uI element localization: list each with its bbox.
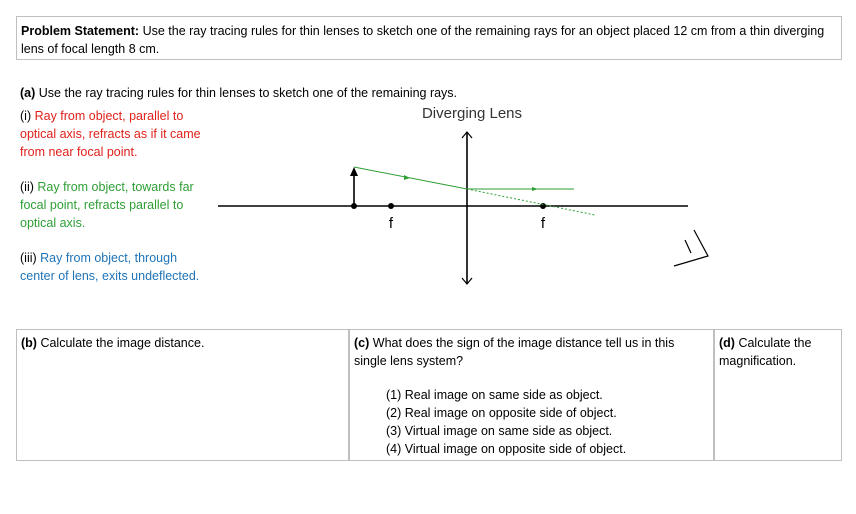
rule-1 bbox=[20, 107, 210, 161]
part-c-text: What does the sign of the image distance tell us in this single lens system? bbox=[354, 336, 675, 368]
rule-3-prefix: (iii) bbox=[20, 251, 37, 265]
option-1: (1) Real image on same side as object. bbox=[386, 388, 603, 402]
focal-label-right: f bbox=[540, 215, 546, 232]
option-2: (2) Real image on opposite side of object. bbox=[386, 406, 617, 420]
problem-text: Use the ray tracing rules for thin lenses to sketch one of the remaining rays for an object placed 12 cm from a thin diverging lens of focal length 8 cm. bbox=[21, 24, 825, 56]
rule-3 bbox=[20, 249, 210, 285]
ray-toward-far-focus bbox=[354, 167, 467, 189]
part-b-text: Calculate the image distance. bbox=[40, 336, 205, 350]
focal-point-right bbox=[540, 203, 546, 209]
option-3: (3) Virtual image on same side as object. bbox=[386, 424, 613, 438]
part-d-cell bbox=[714, 329, 842, 461]
option-4: (4) Virtual image on opposite side of object. bbox=[386, 442, 627, 456]
part-d-text: Calculate the magnification. bbox=[719, 336, 812, 368]
part-d-label: (d) bbox=[719, 336, 735, 350]
focal-point-left bbox=[388, 203, 394, 209]
diagram-title: Diverging Lens bbox=[421, 105, 523, 122]
part-a-label: (a) bbox=[20, 86, 36, 100]
part-c-cell bbox=[349, 329, 714, 461]
eye-icon bbox=[674, 230, 708, 266]
object-base-point bbox=[351, 203, 357, 209]
ray-diagram bbox=[210, 100, 730, 300]
eye-pupil-icon bbox=[685, 240, 691, 253]
rule-2 bbox=[20, 178, 210, 232]
problem-statement bbox=[16, 16, 842, 60]
focal-label-left: f bbox=[388, 215, 394, 232]
part-b-label: (b) bbox=[21, 336, 37, 350]
problem-label: Problem Statement: bbox=[21, 24, 140, 38]
part-a-text: Use the ray tracing rules for thin lenses to sketch one of the remaining rays. bbox=[38, 86, 458, 100]
rule-1-prefix: (i) bbox=[20, 109, 32, 123]
answer-options bbox=[386, 386, 709, 458]
part-b-cell bbox=[16, 329, 349, 461]
ray-extension-dashed bbox=[467, 189, 595, 215]
rule-2-prefix: (ii) bbox=[20, 180, 34, 194]
ray-direction-arrow-2 bbox=[532, 187, 538, 191]
object-arrowhead bbox=[350, 167, 358, 176]
rule-3-text: Ray from object, through center of lens, exits undeflected. bbox=[20, 251, 200, 283]
part-c-label: (c) bbox=[354, 336, 370, 350]
rule-1-text: Ray from object, parallel to optical axis, refracts as if it came from near focal point. bbox=[20, 109, 201, 159]
rule-2-text: Ray from object, towards far focal point, refracts parallel to optical axis. bbox=[20, 180, 194, 230]
